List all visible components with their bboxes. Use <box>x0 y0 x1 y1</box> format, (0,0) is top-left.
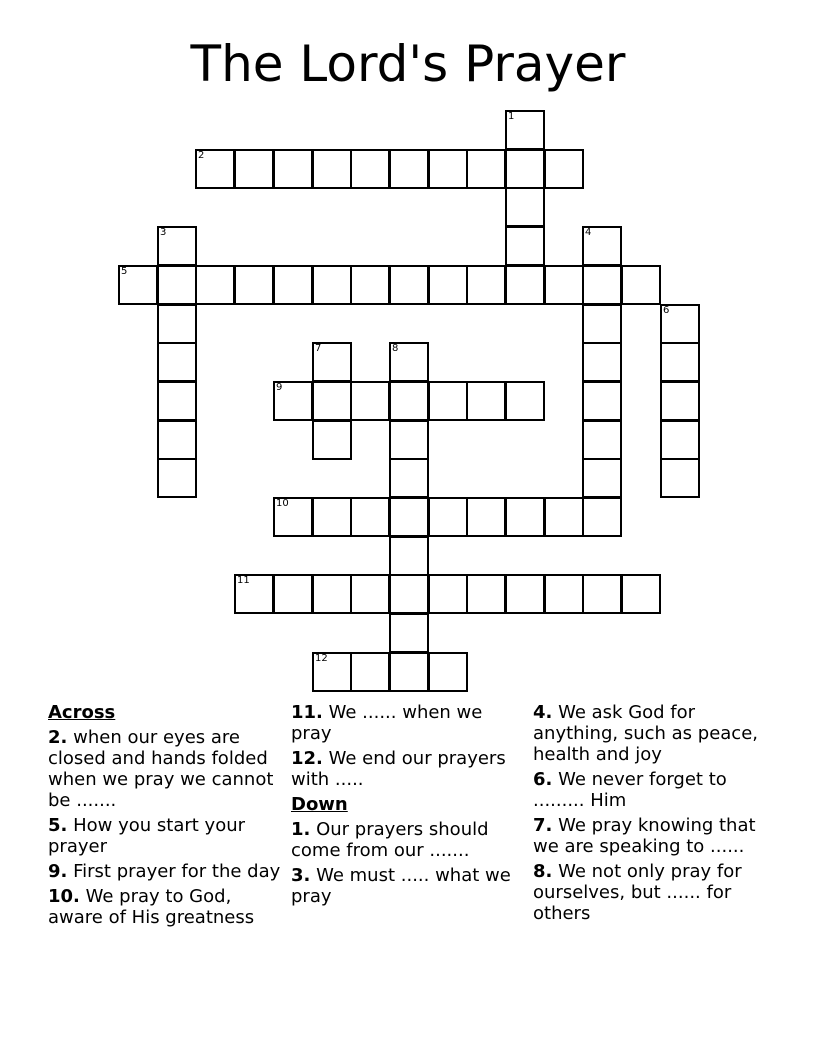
clue-text: We end our prayers with ..... <box>291 748 506 790</box>
clue-text: We ask God for anything, such as peace, health and joy <box>533 702 758 765</box>
grid-cell[interactable] <box>157 458 197 498</box>
grid-cell[interactable] <box>234 265 274 305</box>
grid-cell[interactable] <box>118 265 158 305</box>
grid-cell[interactable] <box>273 149 313 189</box>
grid-cell[interactable] <box>466 497 506 537</box>
grid-cell[interactable] <box>505 265 545 305</box>
cell-number: 10 <box>276 498 289 509</box>
grid-cell[interactable] <box>312 574 352 614</box>
grid-cell[interactable] <box>505 381 545 421</box>
grid-cell[interactable] <box>312 149 352 189</box>
grid-cell[interactable] <box>273 574 313 614</box>
grid-cell[interactable] <box>350 265 390 305</box>
cell-number: 12 <box>315 653 328 664</box>
clues-column-3 <box>533 702 769 928</box>
grid-cell[interactable] <box>466 149 506 189</box>
clue-text: when our eyes are closed and hands folded when we pray we cannot be ....... <box>48 727 274 811</box>
grid-cell[interactable] <box>505 110 545 150</box>
clue-across-11 <box>291 702 519 744</box>
grid-cell[interactable] <box>544 265 584 305</box>
clue-number: 12. <box>291 748 323 769</box>
grid-cell[interactable] <box>544 574 584 614</box>
clue-text: We must ..... what we pray <box>291 865 511 907</box>
clue-number: 8. <box>533 861 553 882</box>
grid-cell[interactable] <box>428 149 468 189</box>
grid-cell[interactable] <box>544 149 584 189</box>
cell-number: 2 <box>198 150 205 161</box>
grid-cell[interactable] <box>582 304 622 344</box>
clues-column-2 <box>291 702 519 911</box>
grid-cell[interactable] <box>389 536 429 576</box>
grid-cell[interactable] <box>621 265 661 305</box>
grid-cell[interactable] <box>428 574 468 614</box>
grid-cell[interactable] <box>389 381 429 421</box>
grid-cell[interactable] <box>582 381 622 421</box>
grid-cell[interactable] <box>428 652 468 692</box>
grid-cell[interactable] <box>157 265 197 305</box>
grid-cell[interactable] <box>582 574 622 614</box>
grid-cell[interactable] <box>157 226 197 266</box>
clue-across-2 <box>48 727 284 811</box>
clue-text: We not only pray for ourselves, but ...... for others <box>533 861 742 924</box>
grid-cell[interactable] <box>505 497 545 537</box>
grid-cell[interactable] <box>466 574 506 614</box>
clue-across-12 <box>291 748 519 790</box>
grid-cell[interactable] <box>428 497 468 537</box>
grid-cell[interactable] <box>350 497 390 537</box>
clue-number: 10. <box>48 886 80 907</box>
grid-cell[interactable] <box>350 574 390 614</box>
grid-cell[interactable] <box>428 381 468 421</box>
grid-cell[interactable] <box>350 381 390 421</box>
grid-cell[interactable] <box>273 265 313 305</box>
grid-cell[interactable] <box>466 265 506 305</box>
cell-number: 9 <box>276 382 283 393</box>
clue-number: 9. <box>48 861 68 882</box>
grid-cell[interactable] <box>505 187 545 227</box>
clue-number: 6. <box>533 769 553 790</box>
grid-cell[interactable] <box>195 149 235 189</box>
clue-text: We ...... when we pray <box>291 702 483 744</box>
clue-across-10 <box>48 886 284 928</box>
grid-cell[interactable] <box>157 381 197 421</box>
grid-cell[interactable] <box>389 574 429 614</box>
grid-cell[interactable] <box>582 420 622 460</box>
clue-number: 7. <box>533 815 553 836</box>
grid-cell[interactable] <box>582 342 622 382</box>
across-heading: Across <box>48 702 116 723</box>
grid-cell[interactable] <box>428 265 468 305</box>
grid-cell[interactable] <box>273 381 313 421</box>
grid-cell[interactable] <box>234 574 274 614</box>
down-heading: Down <box>291 794 348 815</box>
grid-cell[interactable] <box>389 458 429 498</box>
clue-number: 1. <box>291 819 311 840</box>
grid-cell[interactable] <box>544 497 584 537</box>
grid-cell[interactable] <box>660 458 700 498</box>
grid-cell[interactable] <box>312 381 352 421</box>
grid-cell[interactable] <box>273 497 313 537</box>
grid-cell[interactable] <box>389 420 429 460</box>
grid-cell[interactable] <box>389 342 429 382</box>
cell-number: 11 <box>237 575 250 586</box>
grid-cell[interactable] <box>582 226 622 266</box>
clue-down-6 <box>533 769 769 811</box>
grid-cell[interactable] <box>505 574 545 614</box>
clue-text: We pray knowing that we are speaking to ...... <box>533 815 756 857</box>
grid-cell[interactable] <box>466 381 506 421</box>
grid-cell[interactable] <box>660 304 700 344</box>
grid-cell[interactable] <box>389 497 429 537</box>
cell-number: 7 <box>315 343 322 354</box>
grid-cell[interactable] <box>157 420 197 460</box>
grid-cell[interactable] <box>621 574 661 614</box>
cell-number: 5 <box>121 266 128 277</box>
clue-text: First prayer for the day <box>73 861 281 882</box>
grid-cell[interactable] <box>350 149 390 189</box>
clue-down-7 <box>533 815 769 857</box>
grid-cell[interactable] <box>389 265 429 305</box>
grid-cell[interactable] <box>660 342 700 382</box>
clue-down-4 <box>533 702 769 765</box>
grid-cell[interactable] <box>157 342 197 382</box>
grid-cell[interactable] <box>505 226 545 266</box>
grid-cell[interactable] <box>582 458 622 498</box>
clue-number: 11. <box>291 702 323 723</box>
grid-cell[interactable] <box>157 304 197 344</box>
clue-text: How you start your prayer <box>48 815 246 857</box>
grid-cell[interactable] <box>234 149 274 189</box>
cell-number: 6 <box>663 305 670 316</box>
cell-number: 8 <box>392 343 399 354</box>
grid-cell[interactable] <box>582 265 622 305</box>
cell-number: 3 <box>160 227 167 238</box>
cell-number: 1 <box>508 111 515 122</box>
clue-number: 3. <box>291 865 311 886</box>
clue-text: We pray to God, aware of His greatness <box>48 886 255 928</box>
grid-cell[interactable] <box>312 497 352 537</box>
clue-down-8 <box>533 861 769 924</box>
clue-number: 5. <box>48 815 68 836</box>
grid-cell[interactable] <box>582 497 622 537</box>
grid-cell[interactable] <box>350 652 390 692</box>
grid-cell[interactable] <box>312 342 352 382</box>
grid-cell[interactable] <box>389 613 429 653</box>
clue-down-1 <box>291 819 519 861</box>
grid-cell[interactable] <box>389 149 429 189</box>
cell-number: 4 <box>585 227 592 238</box>
grid-cell[interactable] <box>312 420 352 460</box>
grid-cell[interactable] <box>195 265 235 305</box>
clue-number: 2. <box>48 727 68 748</box>
grid-cell[interactable] <box>389 652 429 692</box>
grid-cell[interactable] <box>660 420 700 460</box>
grid-cell[interactable] <box>505 149 545 189</box>
clue-number: 4. <box>533 702 553 723</box>
grid-cell[interactable] <box>312 652 352 692</box>
clue-text: We never forget to ......... Him <box>533 769 727 811</box>
clue-across-9 <box>48 861 284 882</box>
clue-down-3 <box>291 865 519 907</box>
puzzle-title: The Lord's Prayer <box>190 35 626 93</box>
clues-column-1 <box>48 702 284 932</box>
grid-cell[interactable] <box>312 265 352 305</box>
clue-across-5 <box>48 815 284 857</box>
clue-text: Our prayers should come from our ....... <box>291 819 489 861</box>
grid-cell[interactable] <box>660 381 700 421</box>
